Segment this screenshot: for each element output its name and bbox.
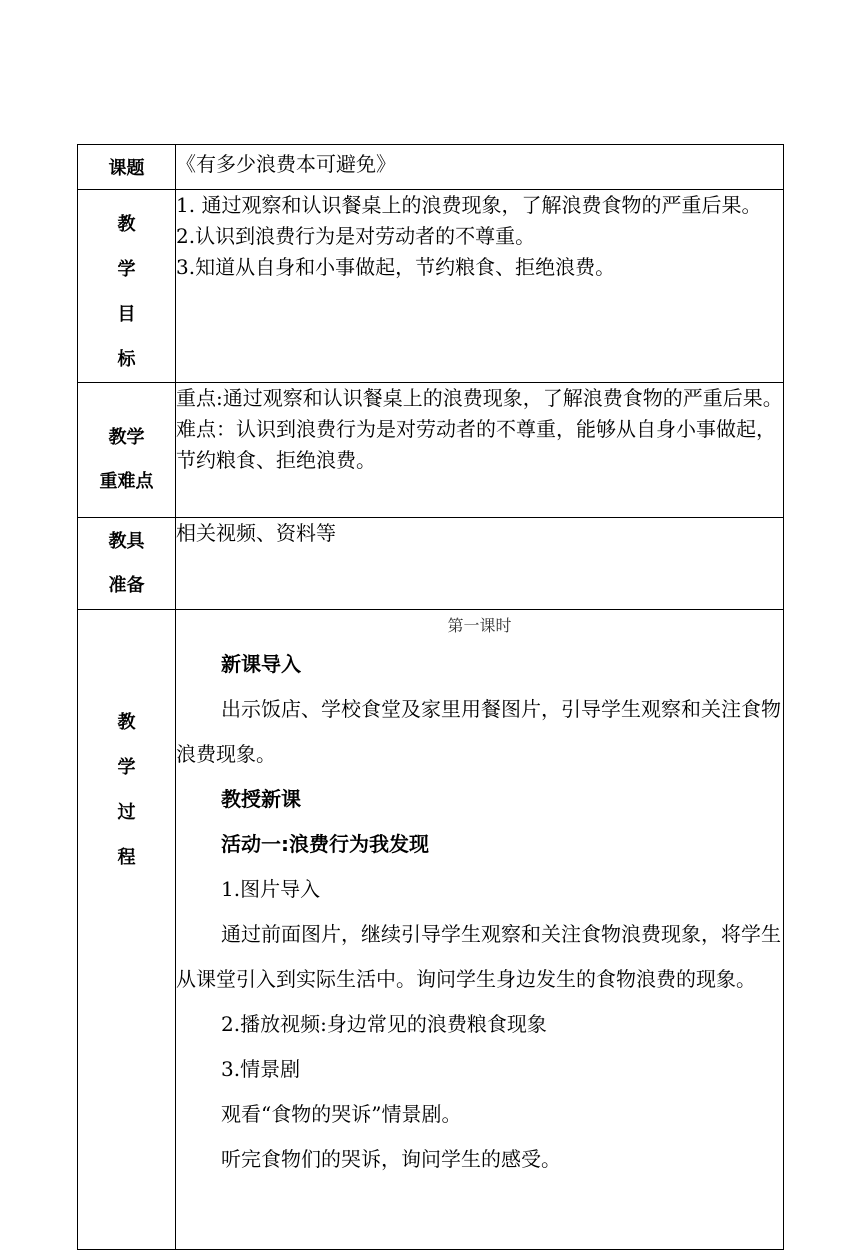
process-row: [78, 610, 784, 1250]
intro-heading: 新课导入: [221, 652, 301, 676]
goal-item: 2.认识到浪费行为是对劳动者的不尊重。: [176, 224, 536, 248]
title-label: 课题: [78, 145, 176, 190]
goal-item: 1. 通过观察和认识餐桌上的浪费现象，了解浪费食物的严重后果。: [176, 193, 762, 217]
step-3-text-1: 观看“食物的哭诉”情景剧。: [221, 1102, 462, 1126]
keypoint-item: 难点：认识到浪费行为是对劳动者的不尊重，能够从自身小事做起，节约粮食、拒绝浪费。: [176, 417, 776, 472]
keypoints-label-line: 教学: [108, 427, 145, 448]
materials-label: [78, 518, 176, 610]
process-content: [176, 610, 784, 1250]
process-label-char: 学: [117, 757, 136, 778]
process-label-char: 教: [117, 712, 136, 733]
step-1: 1.图片导入: [221, 877, 321, 901]
goals-label-char: 教: [117, 214, 136, 235]
materials-row: [78, 518, 784, 610]
keypoint-item: 重点:通过观察和认识餐桌上的浪费现象，了解浪费食物的严重后果。: [176, 386, 783, 410]
process-label-char: 程: [117, 847, 136, 868]
title-value: 《有多少浪费本可避免》: [176, 145, 784, 190]
process-label-char: 过: [117, 802, 136, 823]
goals-label-char: 标: [117, 349, 136, 370]
step-2: 2.播放视频:身边常见的浪费粮食现象: [221, 1012, 547, 1036]
goals-row: [78, 190, 784, 383]
intro-text: 出示饭店、学校食堂及家里用餐图片，引导学生观察和关注食物浪费现象。: [176, 697, 781, 766]
goals-label-char: 学: [117, 259, 136, 280]
keypoints-row: [78, 383, 784, 518]
goals-content: [176, 190, 784, 383]
keypoints-label-line: 重难点: [99, 471, 154, 492]
step-3: 3.情景剧: [221, 1057, 301, 1081]
activity-heading: 活动一:浪费行为我发现: [221, 832, 429, 856]
keypoints-content: [176, 383, 784, 518]
step-1-text: 通过前面图片，继续引导学生观察和关注食物浪费现象，将学生从课堂引入到实际生活中。询问学生身边发生的食物浪费的现象。: [176, 922, 781, 991]
keypoints-label: [78, 383, 176, 518]
goal-item: 3.知道从自身和小事做起，节约粮食、拒绝浪费。: [176, 255, 616, 279]
process-label: [78, 610, 176, 1250]
goals-label: [78, 190, 176, 383]
title-row: [78, 145, 784, 190]
lesson-plan-table: [77, 144, 784, 1250]
step-3-text-2: 听完食物们的哭诉，询问学生的感受。: [221, 1147, 561, 1171]
materials-label-line: 准备: [108, 574, 145, 596]
teach-heading: 教授新课: [221, 787, 301, 811]
materials-label-line: 教具: [108, 530, 145, 552]
lesson-period: 第一课时: [447, 616, 512, 635]
materials-value: 相关视频、资料等: [176, 518, 784, 610]
goals-label-char: 目: [117, 304, 136, 325]
